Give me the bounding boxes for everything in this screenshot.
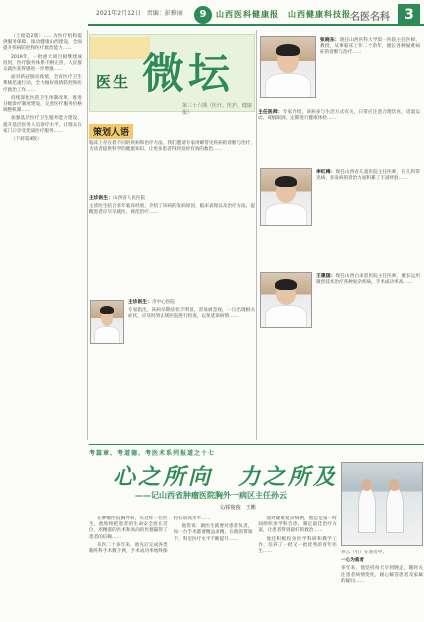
feature-section-title: 一心为患者	[341, 558, 364, 564]
profile-label: 李红梅：	[316, 170, 336, 175]
feature-rule	[89, 444, 424, 445]
doctor-photo	[260, 168, 312, 226]
left-column	[0, 30, 86, 620]
profile-text: 现任山西省儿童医院主任医师，在儿科常见病、多发病的诊治方面积累了丰富经验……	[316, 170, 420, 182]
left-paragraph: 加强基层医疗卫生服务能力建设，提升基层医务人员诊疗水平，让群众在家门口享受优质医疗服务……	[3, 116, 82, 134]
profile-text: 现任山西医科大学第一医院主任医师、教授，从事临床工作二十余年，擅长各种疑难病症的诊断与治疗……	[320, 38, 420, 56]
header-rule	[88, 24, 424, 26]
editor-note-text	[89, 141, 255, 153]
feature-paragraph: 他常说：做医生就要对患者负责，每一台手术都要精益求精。在他的带领下，科室医疗水平不断提升……	[173, 524, 253, 542]
section-name: 名医名科	[350, 12, 390, 23]
doctor-profile	[316, 274, 420, 288]
feature-paragraph: 在肿瘤医院胸外科，有这样一位医生，他始终把患者的生命安全放在首位，用精湛的医术和高尚的医德赢得了患者的信赖……	[89, 516, 168, 540]
feature-subtitle: ——记山西省肿瘤医院胸外一病区主任孙云	[135, 491, 287, 500]
qa-text: 专家指出，该病早期症状不明显，容易被忽视，一旦出现相关症状，应及时到正规医院进行检查，以免延误病情……	[128, 308, 255, 320]
left-paragraph: 持续深化医药卫生体制改革，推进分级诊疗制度建设，完善医疗服务价格调整机制……	[3, 95, 82, 114]
column-divider	[87, 30, 88, 440]
editor-note	[89, 120, 255, 155]
feature-paragraph: 从医二十多年来，他先后完成各类胸外科手术数千例，手术成功率始终保持在较高水平……	[89, 516, 211, 555]
qa-label: 主诊医生：	[128, 300, 152, 305]
qa-block	[89, 196, 255, 219]
photo-caption: 孙云（右）在查房中。	[341, 550, 387, 555]
qa-label: 主诊医生：	[89, 196, 113, 201]
left-paragraph: （上接第2版）……为医疗机构提供服务保障，推动健康山西建设，全面提升疾病防控和医疗救治能力……	[3, 34, 82, 52]
page-number: 3	[398, 4, 420, 26]
banner-yisheng: 医生	[96, 73, 131, 91]
issue-date: 2021年2月12日 责编：彭雅丽	[96, 10, 183, 17]
qa-name: 山西省人民医院	[113, 196, 146, 201]
doctor-profile	[316, 170, 420, 184]
qa-text: 主诊医生结合多年临床经验，介绍了该病的发病原因、临床表现以及治疗方法，提醒患者应尽早就医，规范治疗……	[89, 204, 255, 216]
profile-text: 专家介绍，该病多与生活方式有关，日常应注意合理饮食、适量运动、戒烟限酒，定期进行健康体检……	[258, 110, 420, 122]
page-header	[0, 0, 424, 34]
banner-weitan: 微坛	[142, 49, 235, 98]
paper-name: 山西医科健康报 山西健康科技报	[216, 10, 351, 19]
profile-label: 王建国：	[316, 274, 336, 279]
column-divider	[256, 30, 257, 440]
left-paragraph: 面对新冠肺炎疫情，全省医疗卫生系统迅速行动，全力做好疫情防控和医疗救治工作……	[3, 75, 82, 93]
feature-paragraph: 面对疑难复杂病例，他总是第一时间组织多学科会诊，制定最佳治疗方案，让患者得到最好的救治……	[258, 516, 337, 534]
feature-body	[89, 516, 337, 620]
feature-sidebar	[341, 550, 423, 620]
editor-note-intro: 临床上存在着不同的疾病和治疗方法，我们邀请专家讲解常见疾病的诊断与治疗，为读者提供科学的健康知识，让更多患者得到及时有效的救治……	[89, 141, 255, 153]
column-banner	[89, 34, 255, 116]
left-paragraph: （下转第4版）	[11, 137, 42, 143]
doctor-photo	[260, 36, 316, 98]
doctor-photo	[260, 272, 312, 328]
feature-title: 心之所向 力之所及	[113, 464, 339, 490]
doctor-profile	[320, 38, 420, 59]
doctor-photo	[90, 300, 124, 344]
feature-paragraph: 他还积极投身医学科研和教学工作，培养了一批又一批优秀的青年医生……	[258, 536, 337, 555]
feature-author: 文/霍俊俊 王鹏	[219, 505, 256, 511]
profile-text: 现任山西白求恩医院主任医师，擅长运用微创技术治疗各种复杂疾病，手术成功率高……	[316, 274, 420, 286]
feature-photo	[341, 462, 423, 546]
left-paragraph: 2019年，一批重大项目相继建成投用，医疗服务体系不断完善，人民群众就医获得感进一步增强……	[3, 54, 82, 73]
editor-note-title: 策划人语	[89, 124, 133, 139]
qa-name: 市中心医院	[152, 300, 175, 305]
feature-sidebar-text: 多年来，他坚持每天早到晚走，随时关注患者病情变化，耐心解答患者及家属的疑问……	[341, 566, 423, 584]
paper-logo-icon: 9	[194, 6, 212, 24]
qa-block	[128, 300, 255, 323]
profile-label: 张晓东：	[320, 38, 340, 43]
feature-kicker: 考篇章、考道德、考医术系列报道之十七	[89, 450, 216, 457]
doctor-profile	[258, 110, 420, 124]
feature-article	[89, 448, 424, 620]
banner-accent	[90, 37, 150, 59]
profile-label: 主任医师：	[258, 110, 283, 115]
banner-tag: 第三十六期（医疗、医护、健康报）	[182, 103, 253, 116]
